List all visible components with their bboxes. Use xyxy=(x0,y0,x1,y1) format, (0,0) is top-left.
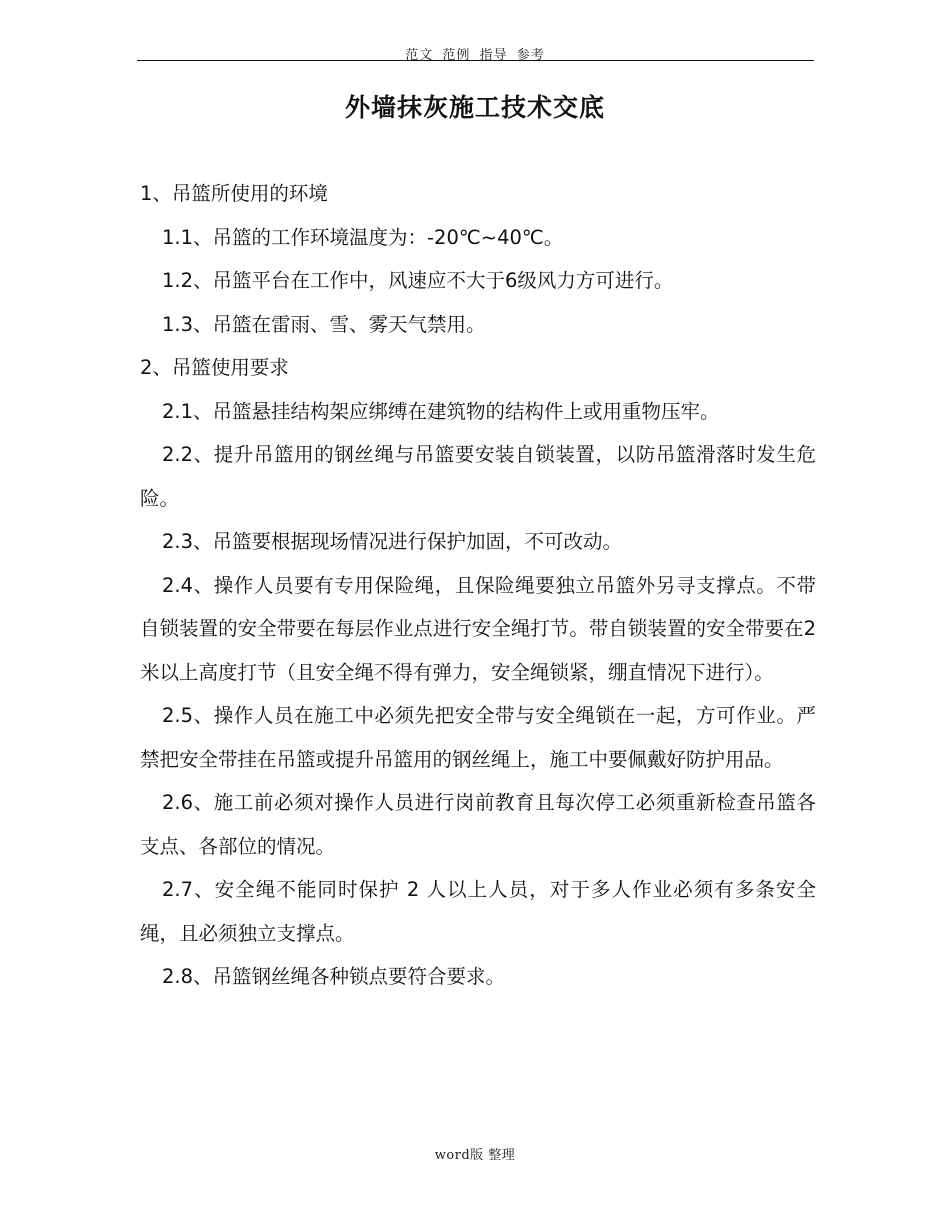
page-header: 范文 范例 指导 参考 xyxy=(405,48,545,63)
clause-2-8: 2.8、吊篮钢丝绳各种锁点要符合要求。 xyxy=(162,965,506,988)
clause-2-6: 2.6、施工前必须对操作人员进行岗前教育且每次停工必须重新检查吊篮各支点、各部位的情况。 xyxy=(140,791,816,858)
page-footer: word版 整理 xyxy=(434,1148,516,1163)
section-heading: 2、吊篮使用要求 xyxy=(140,356,289,379)
document-body xyxy=(140,172,816,999)
clause-2-2: 2.2、提升吊篮用的钢丝绳与吊篮要安装自锁装置，以防吊篮滑落时发生危险。 xyxy=(140,443,816,510)
clause-2-3: 2.3、吊篮要根据现场情况进行保护加固，不可改动。 xyxy=(162,530,623,553)
header-divider xyxy=(137,60,814,61)
clause-2-1: 2.1、吊篮悬挂结构架应绑缚在建筑物的结构件上或用重物压牢。 xyxy=(162,399,720,423)
clause-2-4: 2.4、操作人员要有专用保险绳，且保险绳要独立吊篮外另寻支撑点。不带自锁装置的安全带要在每层作业点进行安全绳打节。带自锁装置的安全带要在2米以上高度打节（且安全绳不得有弹力，安全绳锁紧，绷直情况下进行）。 xyxy=(140,573,816,684)
clause-1-2: 1.2、吊篮平台在工作中，风速应不大于6级风力方可进行。 xyxy=(162,269,674,292)
clause-2-7: 2.7、安全绳不能同时保护 2 人以上人员，对于多人作业必须有多条安全绳，且必须独立支撑点。 xyxy=(140,878,816,945)
clause-2-5: 2.5、操作人员在施工中必须先把安全带与安全绳锁在一起，方可作业。严禁把安全带挂在吊篮或提升吊篮用的钢丝绳上，施工中要佩戴好防护用品。 xyxy=(140,704,816,771)
clause-1-3: 1.3、吊篮在雷雨、雪、雾天气禁用。 xyxy=(162,312,486,336)
document-title: 外墙抹灰施工技术交底 xyxy=(344,93,605,122)
section-heading: 1、吊篮所使用的环境 xyxy=(140,182,328,205)
clause-1-1: 1.1、吊篮的工作环境温度为：-20℃~40℃。 xyxy=(162,225,564,249)
